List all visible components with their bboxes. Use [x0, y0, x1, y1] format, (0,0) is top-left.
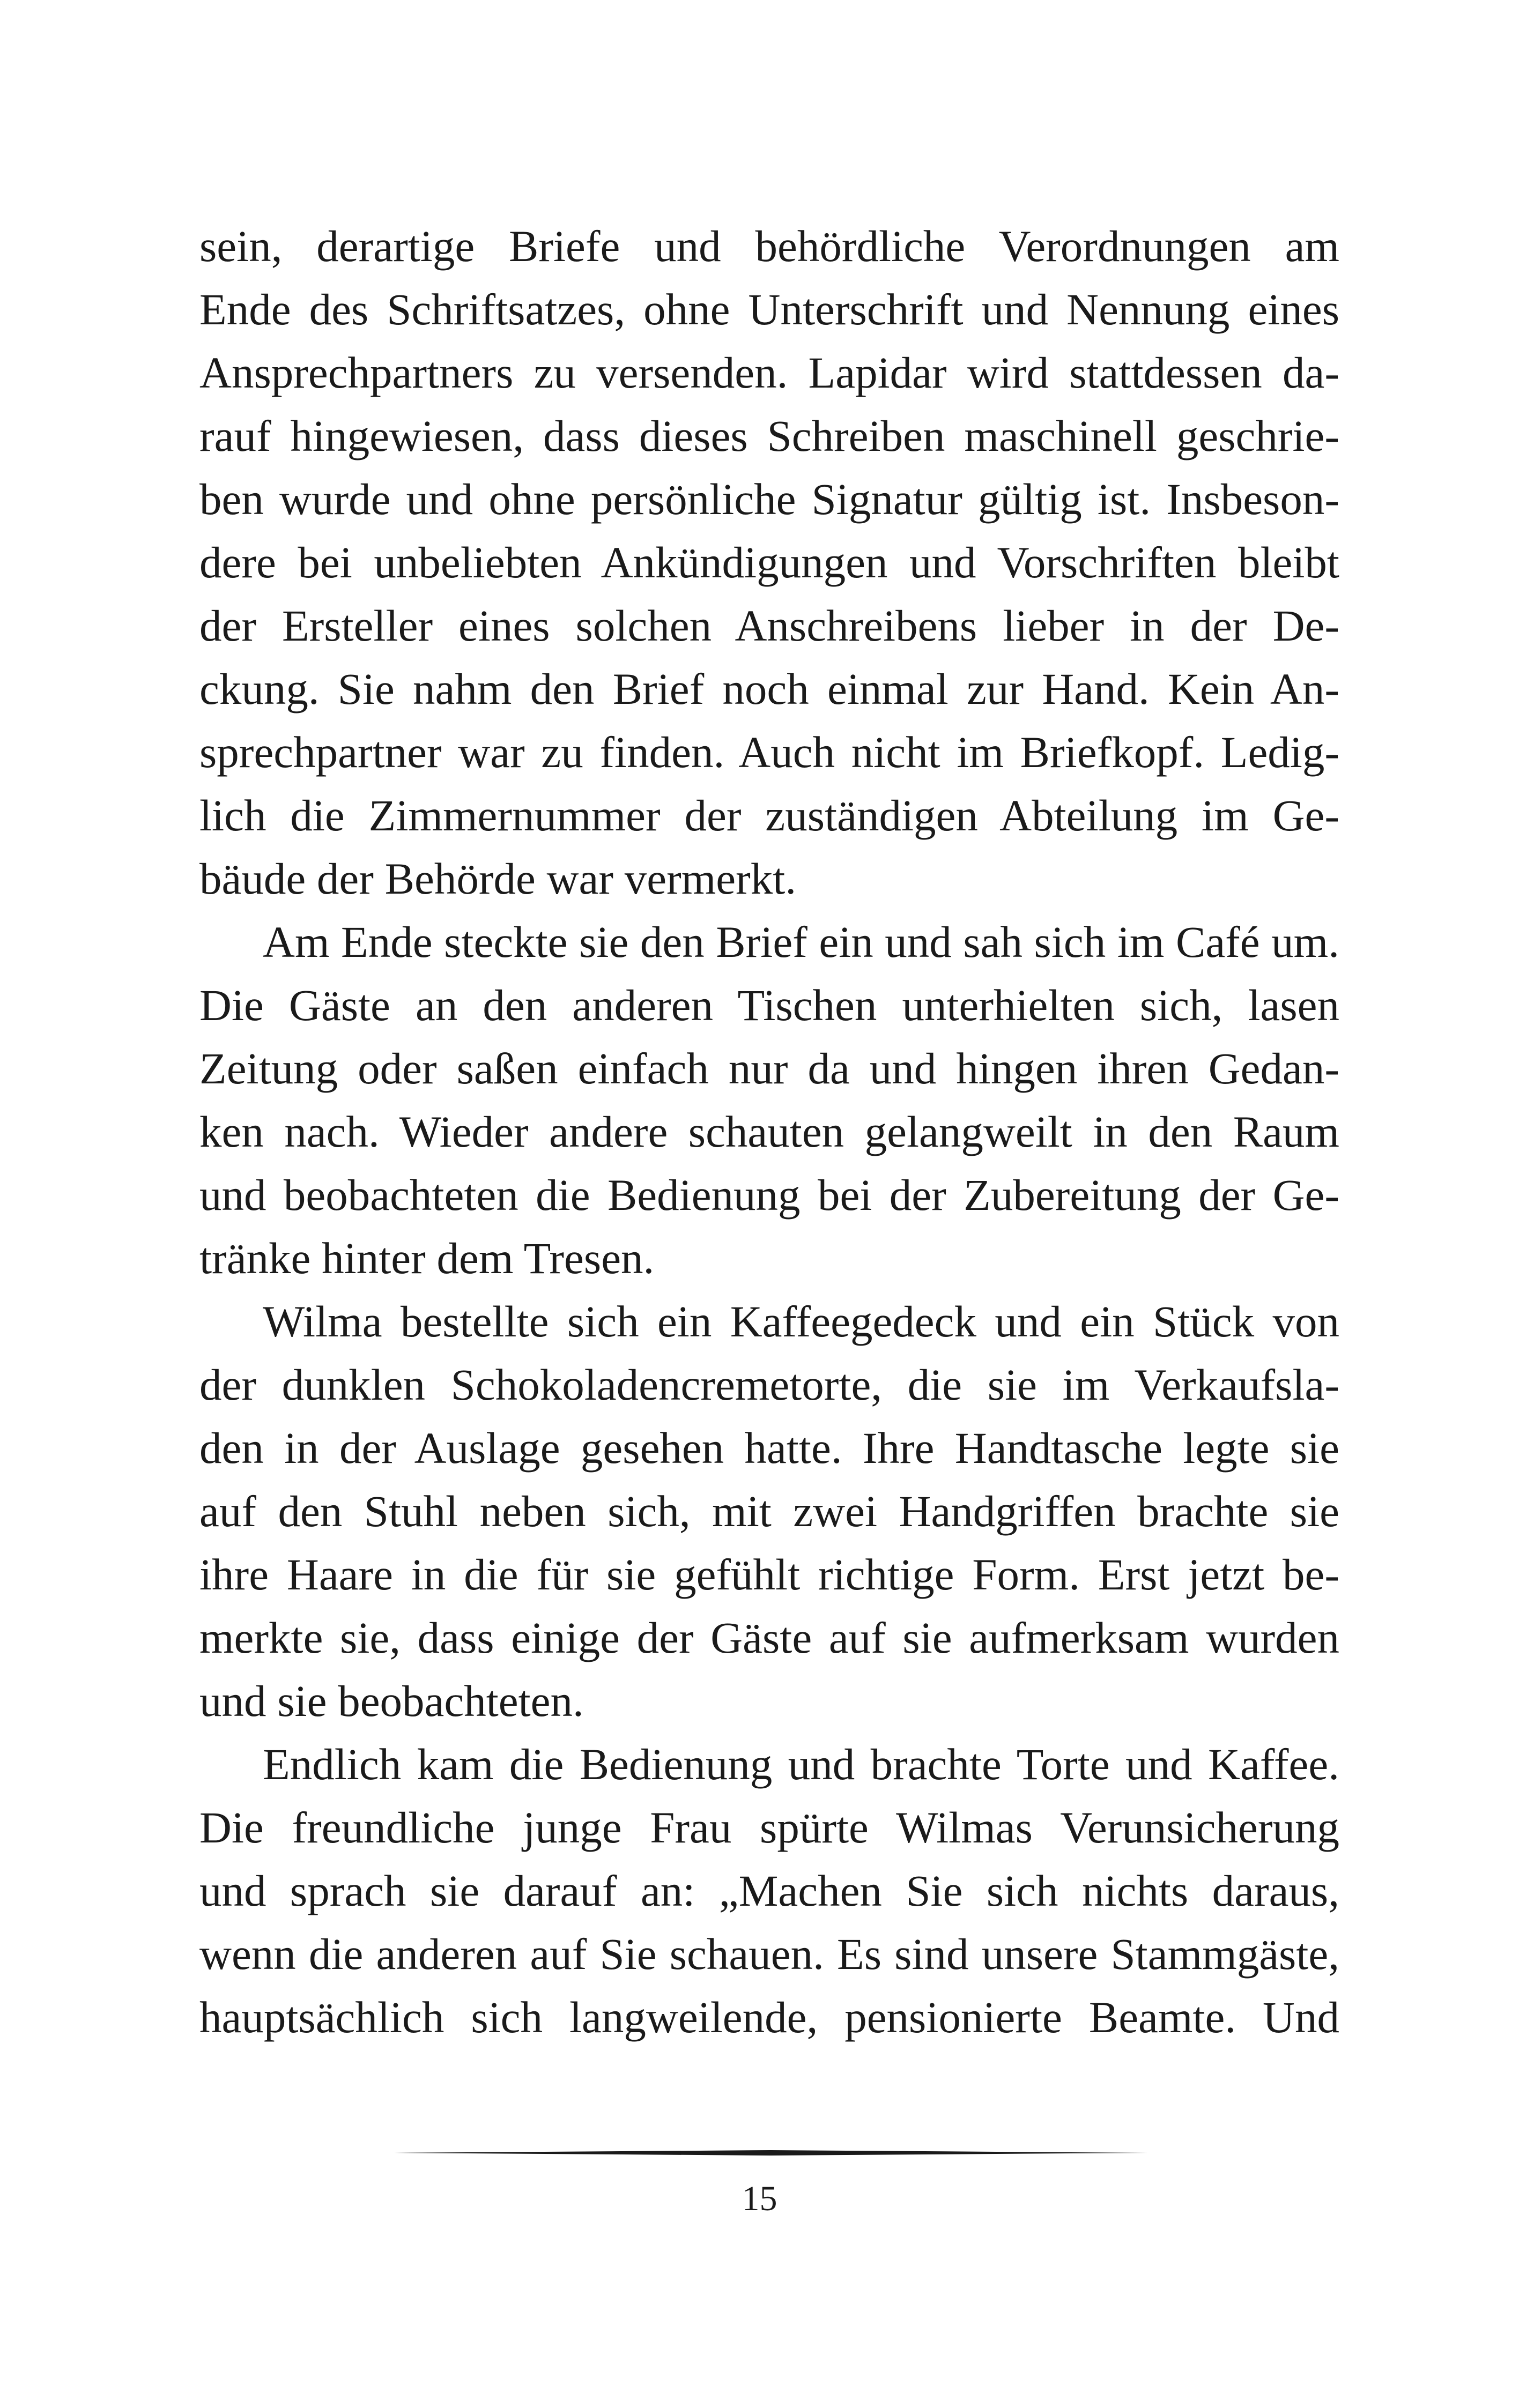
text-line: lich die Zimmernummer der zuständigen Abteilung im Ge-	[199, 791, 1339, 840]
footer-rule	[394, 2150, 1147, 2156]
text-line: der dunklen Schokoladencremetorte, die sie im Verkaufsla-	[199, 1360, 1339, 1409]
text-line: der Ersteller eines solchen Anschreibens lieber in der De-	[199, 601, 1339, 650]
body-text	[199, 214, 1339, 2049]
text-line: Zeitung oder saßen einfach nur da und hingen ihren Gedan-	[199, 1044, 1339, 1093]
paragraph	[199, 214, 1339, 910]
paragraph	[199, 1733, 1339, 2049]
paragraph	[199, 910, 1339, 1290]
text-line: ben wurde und ohne persönliche Signatur gültig ist. Insbeson-	[199, 474, 1339, 524]
text-line: auf den Stuhl neben sich, mit zwei Handgriffen brachte sie	[199, 1487, 1339, 1536]
text-line: Die freundliche junge Frau spürte Wilmas Verunsicherung	[199, 1803, 1339, 1852]
text-line: merkte sie, dass einige der Gäste auf sie aufmerksam wurden	[199, 1613, 1339, 1662]
text-line: rauf hingewiesen, dass dieses Schreiben maschinell geschrie-	[199, 411, 1339, 460]
text-line: und sprach sie darauf an: „Machen Sie sich nichts daraus,	[199, 1866, 1339, 1915]
text-line: Die Gäste an den anderen Tischen unterhielten sich, lasen	[199, 980, 1339, 1030]
text-line: ckung. Sie nahm den Brief noch einmal zur Hand. Kein An-	[199, 664, 1339, 714]
text-line: dere bei unbeliebten Ankündigungen und Vorschriften bleibt	[199, 538, 1339, 587]
text-line: Ende des Schriftsatzes, ohne Unterschrift und Nennung eines	[199, 285, 1339, 334]
text-line: ihre Haare in die für sie gefühlt richtige Form. Erst jetzt be-	[199, 1550, 1339, 1599]
text-line: sprechpartner war zu finden. Auch nicht im Briefkopf. Ledig-	[199, 727, 1339, 777]
text-line: ken nach. Wieder andere schauten gelangweilt in den Raum	[199, 1107, 1339, 1156]
text-line: Ansprechpartners zu versenden. Lapidar wird stattdessen da-	[199, 348, 1339, 397]
text-line: wenn die anderen auf Sie schauen. Es sind unsere Stammgäste,	[199, 1929, 1339, 1979]
text-line: Wilma bestellte sich ein Kaffeegedeck und ein Stück von	[263, 1297, 1339, 1346]
paragraph	[199, 1290, 1339, 1733]
text-line: und sie beobachteten.	[199, 1676, 584, 1726]
text-line: Endlich kam die Bedienung und brachte Torte und Kaffee.	[263, 1740, 1339, 1789]
text-line: und beobachteten die Bedienung bei der Zubereitung der Ge-	[199, 1170, 1339, 1220]
text-line: sein, derartige Briefe und behördliche Verordnungen am	[199, 221, 1339, 271]
text-line: hauptsächlich sich langweilende, pensionierte Beamte. Und	[199, 1993, 1339, 2042]
text-line: tränke hinter dem Tresen.	[199, 1233, 655, 1283]
text-line: Am Ende steckte sie den Brief ein und sah sich im Café um.	[263, 917, 1339, 967]
page-number: 15	[742, 2179, 777, 2218]
text-line: bäude der Behörde war vermerkt.	[199, 854, 797, 903]
text-line: den in der Auslage gesehen hatte. Ihre Handtasche legte sie	[199, 1423, 1339, 1473]
